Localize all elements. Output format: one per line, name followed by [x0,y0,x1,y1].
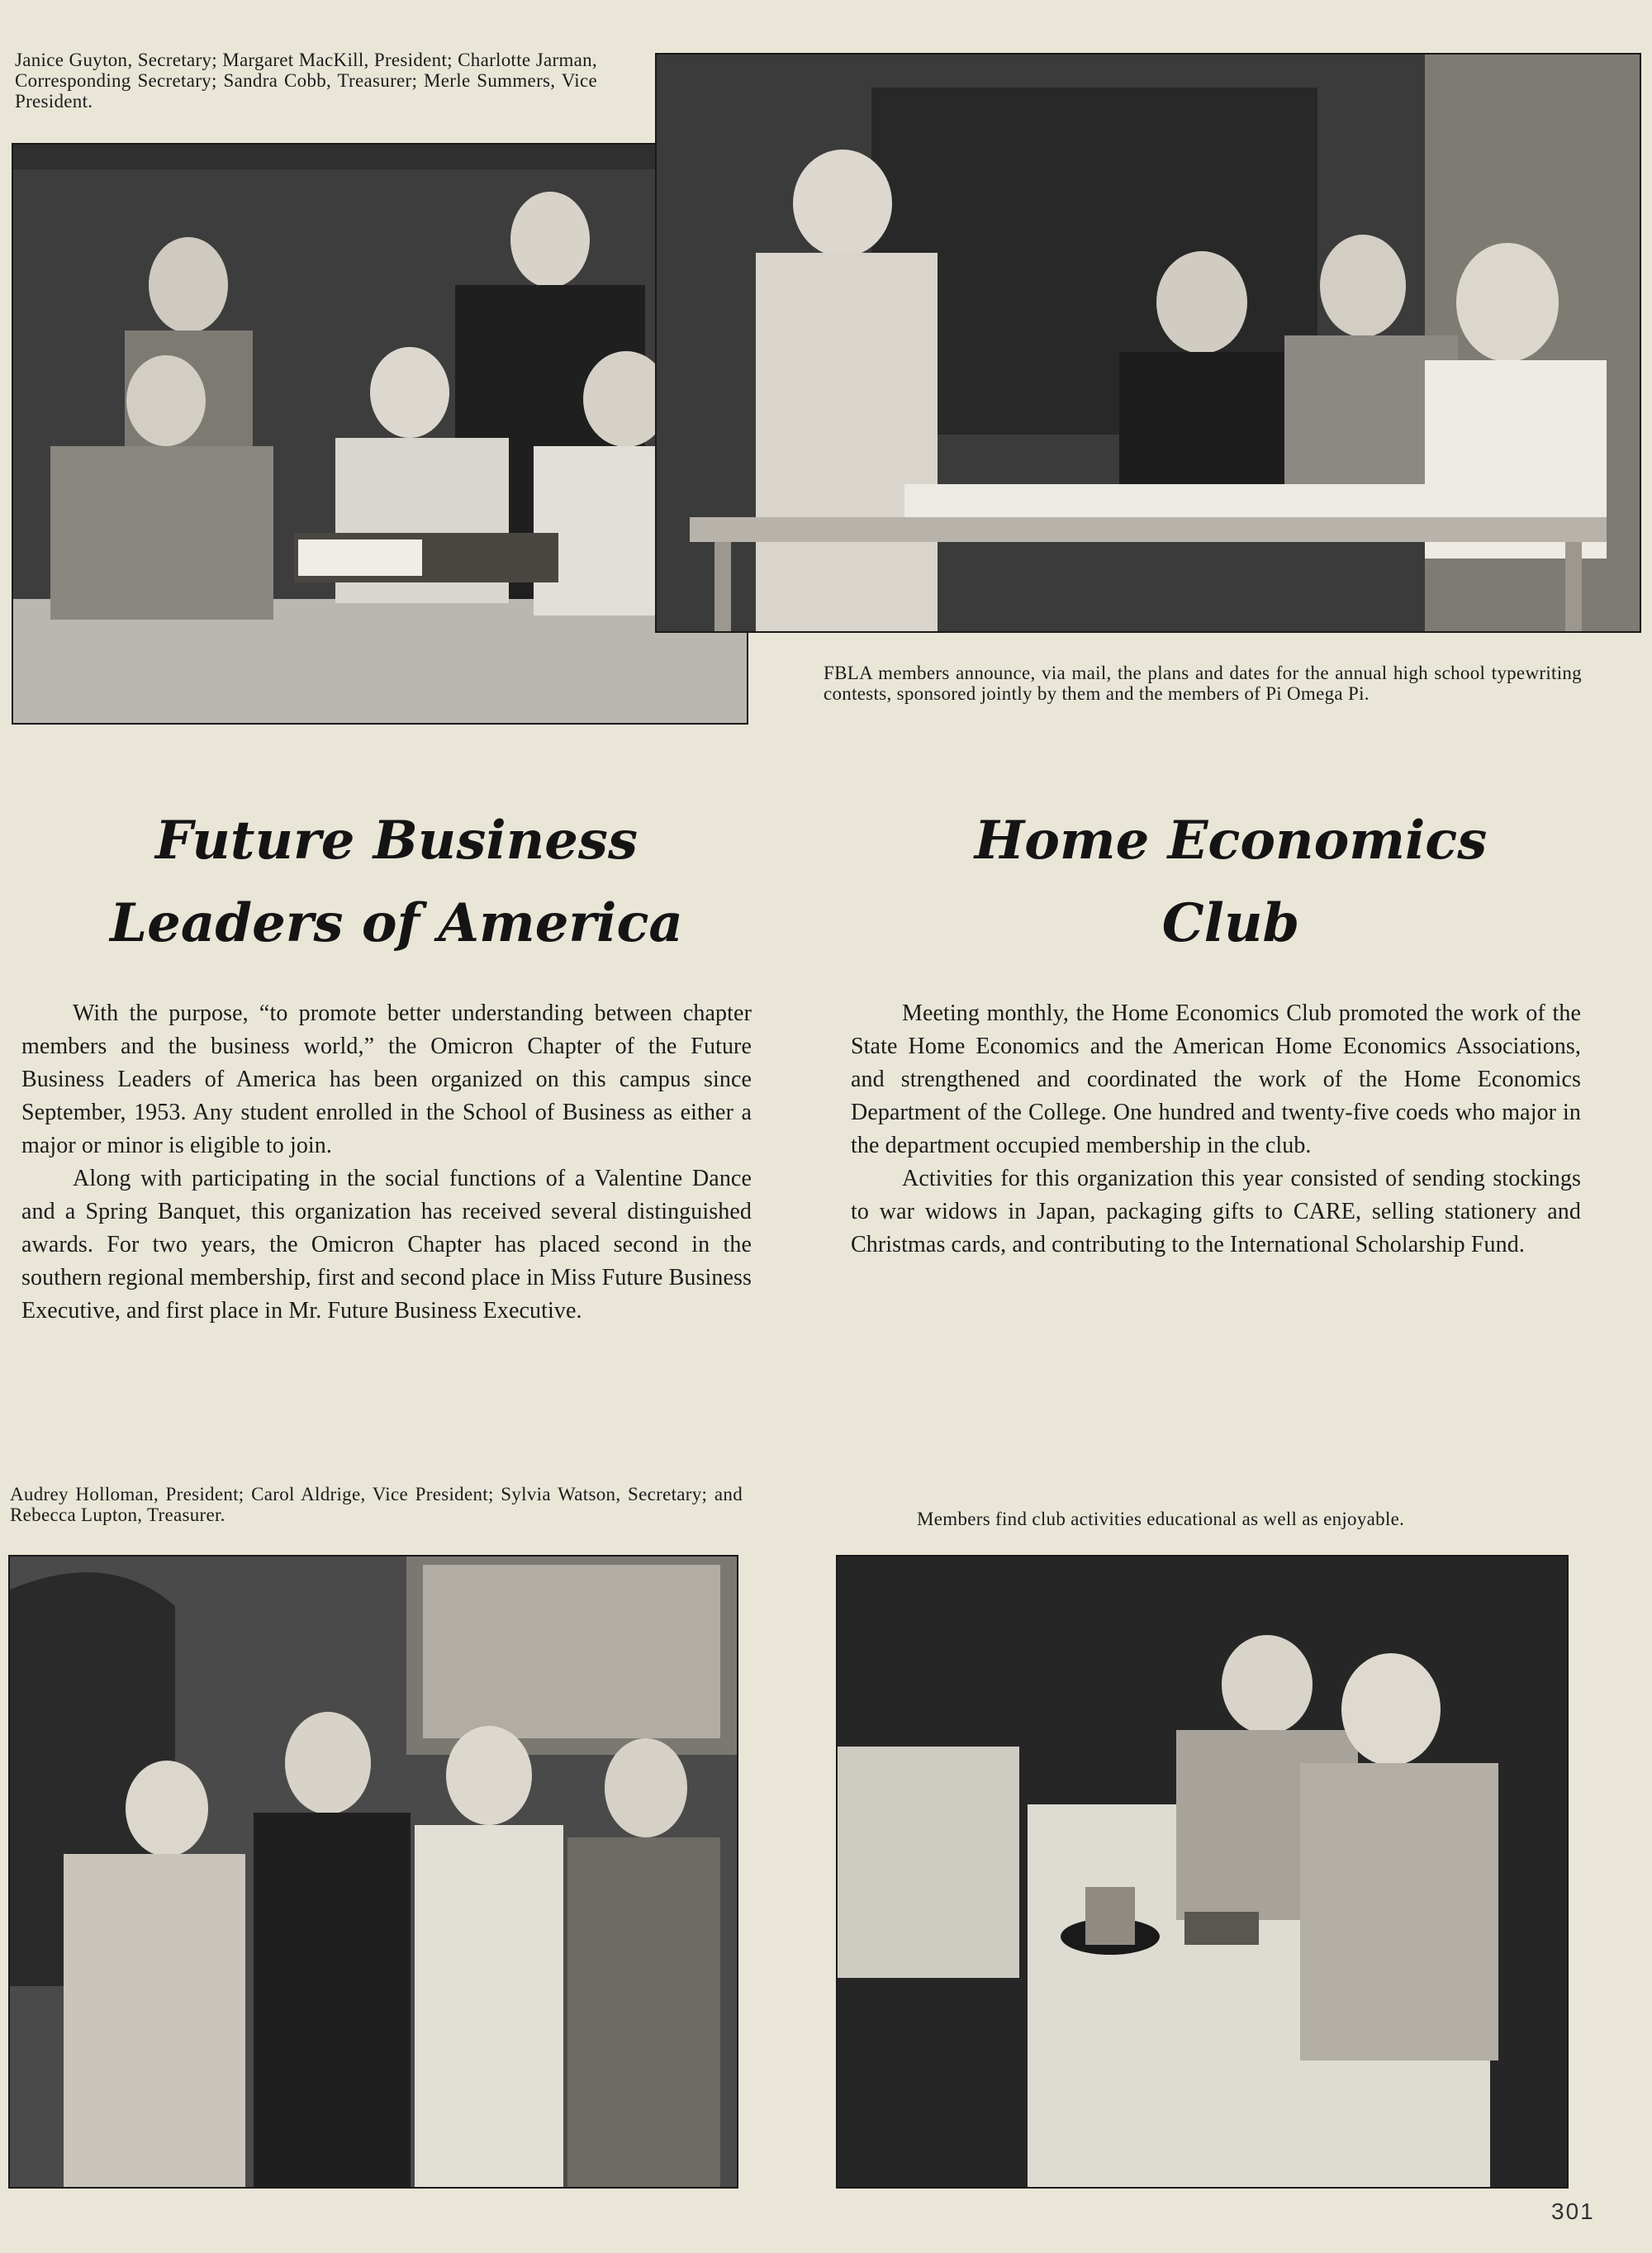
fbla-officers-caption: Janice Guyton, Secretary; Margaret MacKill, President; Charlotte Jarman, Corresponding Secretary; Sandra Cobb, Treasurer; Merle Summers, Vice President. [15,50,597,112]
home-ec-paragraph: Meeting monthly, the Home Economics Club promoted the work of the State Home Economics and the American Home Economics Associations, and strengthened and coordinated the work of the Home Economics Department of the College. One hundred and twenty-five coeds who major in the department occupied membership in the club. [851,1001,1581,1158]
home-ec-officers-photo [8,1555,738,2189]
home-ec-activities-photo [836,1555,1569,2189]
home-ec-heading-line2: Club [1161,892,1300,954]
home-ec-paragraph: Activities for this organization this year consisted of sending stockings to war widows in Japan, packaging gifts to CARE, selling stationery and Christmas cards, and contributing to the International Scholarship Fund. [851,1166,1581,1257]
page-number: 301 [1551,2198,1595,2224]
home-ec-officers-caption: Audrey Holloman, President; Carol Aldrige, Vice President; Sylvia Watson, Secretary; and Rebecca Lupton, Treasurer. [10,1484,743,1525]
fbla-officers-photo [12,143,748,725]
home-ec-heading [884,800,1578,965]
home-ec-heading-line1: Home Economics [974,810,1488,872]
home-ec-body [851,997,1581,1262]
fbla-paragraph: With the purpose, “to promote better understanding between chapter members and the business world,” the Omicron Chapter of the Future Business Leaders of America has been organized on this campus since September, 1953. Any student enrolled in the School of Business as either a major or minor is eligible to join. [21,1001,752,1158]
fbla-paragraph: Along with participating in the social functions of a Valentine Dance and a Spring Banquet, this organization has received several distinguished awards. For two years, the Omicron Chapter has placed second in the southern regional membership, first and second place in Miss Future Business Executive, and first place in Mr. Future Business Executive. [21,1166,752,1324]
fbla-members-caption: FBLA members announce, via mail, the plans and dates for the annual high school typewriting contests, sponsored jointly by them and the members of Pi Omega Pi. [824,663,1582,704]
fbla-members-photo [655,53,1641,633]
fbla-heading [50,800,743,965]
home-ec-activities-caption: Members find club activities educational as well as enjoyable. [917,1509,1405,1529]
fbla-body [21,997,752,1328]
fbla-heading-line1: Future Business [155,810,638,872]
fbla-heading-line2: Leaders of America [110,892,683,954]
